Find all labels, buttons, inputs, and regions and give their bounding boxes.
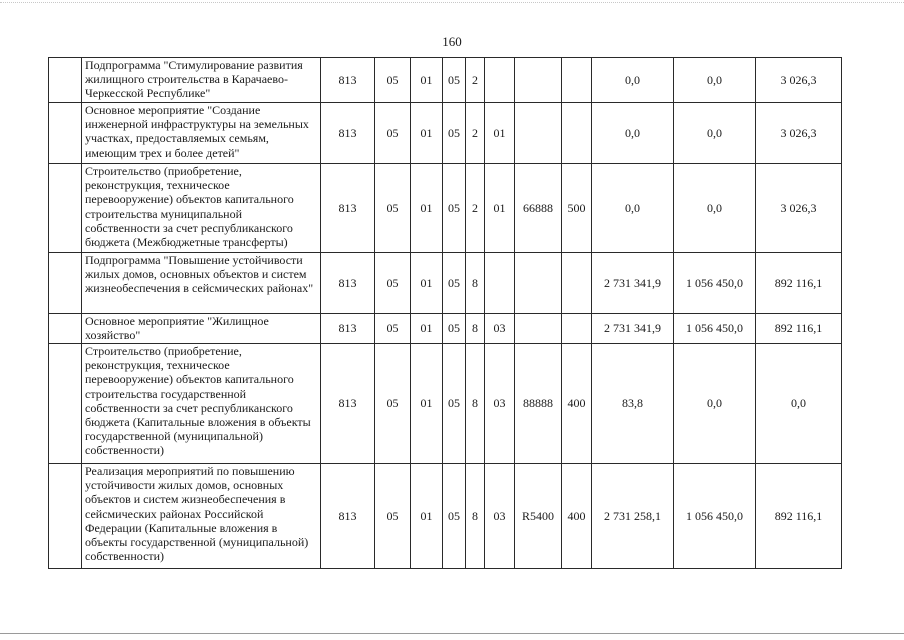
grbs-code: 813	[321, 103, 375, 164]
activity-code: 03	[485, 314, 515, 344]
subprogram-code: 8	[466, 253, 485, 314]
table-row	[49, 314, 842, 344]
budget-table	[48, 57, 842, 569]
section-code: 05	[375, 253, 411, 314]
subsection-code: 01	[411, 464, 443, 569]
amount-year-3: 892 116,1	[756, 464, 842, 569]
table-body	[49, 58, 842, 569]
section-code: 05	[375, 344, 411, 464]
row-number-cell	[49, 314, 82, 344]
row-name: Строительство (приобретение, реконструкция, техническое перевооружение) объектов капитального строительства государственной собственности за счет республиканского бюджета (Капитальные вложения в объекты государственной (муниципальной) собственности)	[82, 344, 321, 464]
table-row	[49, 103, 842, 164]
row-number-cell	[49, 103, 82, 164]
expense-type-code: 400	[562, 344, 592, 464]
row-name: Реализация мероприятий по повышению устойчивости жилых домов, основных объектов и систем жизнеобеспечения в сейсмических районах Российской Федерации (Капитальные вложения в объекты государственной (муниципальной) собственности)	[82, 464, 321, 569]
amount-year-2: 0,0	[674, 344, 756, 464]
table-row	[49, 164, 842, 253]
subsection-code: 01	[411, 253, 443, 314]
amount-year-1: 0,0	[592, 58, 674, 103]
page-number: 160	[442, 34, 462, 49]
subprogram-code: 2	[466, 58, 485, 103]
activity-code	[485, 253, 515, 314]
amount-year-1: 2 731 341,9	[592, 253, 674, 314]
expense-type-code	[562, 314, 592, 344]
activity-code: 01	[485, 164, 515, 253]
scan-bottom-edge	[0, 633, 904, 634]
direction-code	[515, 58, 562, 103]
grbs-code: 813	[321, 253, 375, 314]
amount-year-3: 892 116,1	[756, 253, 842, 314]
row-name: Подпрограмма "Стимулирование развития жилищного строительства в Карачаево-Черкесской Республике"	[82, 58, 321, 103]
row-number-cell	[49, 58, 82, 103]
subprogram-code: 8	[466, 314, 485, 344]
subprogram-code: 8	[466, 464, 485, 569]
grbs-code: 813	[321, 464, 375, 569]
subprogram-code: 8	[466, 344, 485, 464]
amount-year-2: 1 056 450,0	[674, 464, 756, 569]
row-name: Основное мероприятие "Жилищное хозяйство"	[82, 314, 321, 344]
grbs-code: 813	[321, 164, 375, 253]
row-number-cell	[49, 253, 82, 314]
expense-type-code	[562, 58, 592, 103]
row-number-cell	[49, 164, 82, 253]
program-code: 05	[443, 253, 466, 314]
row-number-cell	[49, 464, 82, 569]
amount-year-3: 892 116,1	[756, 314, 842, 344]
amount-year-3: 3 026,3	[756, 103, 842, 164]
table-row	[49, 253, 842, 314]
expense-type-code	[562, 253, 592, 314]
program-code: 05	[443, 344, 466, 464]
section-code: 05	[375, 464, 411, 569]
amount-year-1: 83,8	[592, 344, 674, 464]
direction-code	[515, 314, 562, 344]
section-code: 05	[375, 58, 411, 103]
activity-code: 03	[485, 464, 515, 569]
amount-year-1: 2 731 341,9	[592, 314, 674, 344]
amount-year-1: 0,0	[592, 103, 674, 164]
grbs-code: 813	[321, 314, 375, 344]
row-name: Строительство (приобретение, реконструкция, техническое перевооружение) объектов капитального строительства муниципальной собственности за счет республиканского бюджета (Межбюджетные трансферты)	[82, 164, 321, 253]
amount-year-1: 0,0	[592, 164, 674, 253]
program-code: 05	[443, 103, 466, 164]
subsection-code: 01	[411, 344, 443, 464]
direction-code: 66888	[515, 164, 562, 253]
amount-year-2: 0,0	[674, 103, 756, 164]
subsection-code: 01	[411, 58, 443, 103]
activity-code: 01	[485, 103, 515, 164]
grbs-code: 813	[321, 344, 375, 464]
direction-code: 88888	[515, 344, 562, 464]
row-name: Подпрограмма "Повышение устойчивости жилых домов, основных объектов и систем жизнеобеспечения в сейсмических районах"	[82, 253, 321, 314]
activity-code: 03	[485, 344, 515, 464]
program-code: 05	[443, 58, 466, 103]
grbs-code: 813	[321, 58, 375, 103]
scan-top-edge	[0, 2, 904, 3]
row-number-cell	[49, 344, 82, 464]
section-code: 05	[375, 164, 411, 253]
section-code: 05	[375, 314, 411, 344]
expense-type-code	[562, 103, 592, 164]
table-row	[49, 464, 842, 569]
subsection-code: 01	[411, 314, 443, 344]
expense-type-code: 400	[562, 464, 592, 569]
program-code: 05	[443, 314, 466, 344]
amount-year-3: 0,0	[756, 344, 842, 464]
amount-year-2: 1 056 450,0	[674, 253, 756, 314]
activity-code	[485, 58, 515, 103]
direction-code	[515, 103, 562, 164]
amount-year-3: 3 026,3	[756, 58, 842, 103]
amount-year-3: 3 026,3	[756, 164, 842, 253]
amount-year-2: 0,0	[674, 58, 756, 103]
amount-year-2: 0,0	[674, 164, 756, 253]
direction-code	[515, 253, 562, 314]
amount-year-2: 1 056 450,0	[674, 314, 756, 344]
table-row	[49, 58, 842, 103]
subprogram-code: 2	[466, 103, 485, 164]
expense-type-code: 500	[562, 164, 592, 253]
table-row	[49, 344, 842, 464]
row-name: Основное мероприятие "Создание инженерной инфраструктуры на земельных участках, предоставляемых семьям, имеющим трех и более детей"	[82, 103, 321, 164]
subsection-code: 01	[411, 103, 443, 164]
program-code: 05	[443, 164, 466, 253]
program-code: 05	[443, 464, 466, 569]
amount-year-1: 2 731 258,1	[592, 464, 674, 569]
section-code: 05	[375, 103, 411, 164]
subprogram-code: 2	[466, 164, 485, 253]
direction-code: R5400	[515, 464, 562, 569]
subsection-code: 01	[411, 164, 443, 253]
